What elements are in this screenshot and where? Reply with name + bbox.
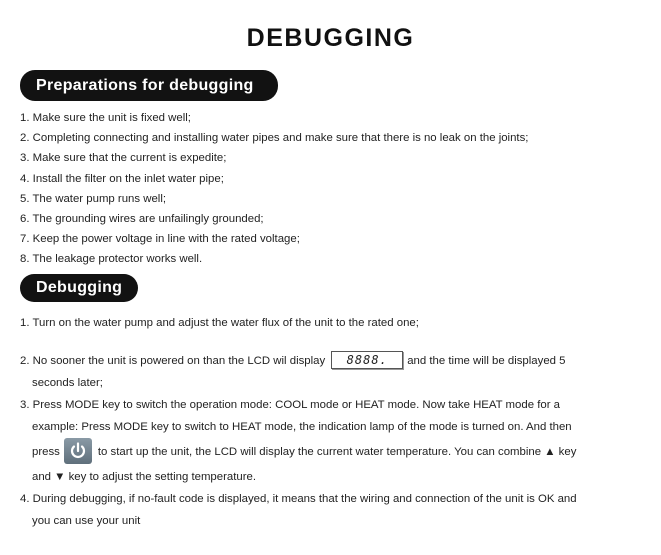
lcd-display-icon: 8888. [331, 351, 403, 369]
step-text: 1. Turn on the water pump and adjust the water flux of the unit to the rated one; [20, 317, 419, 329]
step-text: you can use your unit [32, 515, 141, 527]
section-heading-preparations: Preparations for debugging [20, 70, 278, 101]
preparations-list [20, 110, 651, 272]
list-item: 4. Install the filter on the inlet water pipe; [20, 172, 224, 185]
step-text: to start up the unit, the LCD will display the current water temperature. You can combine ▲ key [97, 446, 577, 459]
step-text: example: Press MODE key to switch to HEAT mode, the indication lamp of the mode is turned on. And then [32, 421, 572, 433]
step-text: 3. Press MODE key to switch the operation mode: COOL mode or HEAT mode. Now take HEAT mode for a [20, 399, 561, 411]
step-text: 4. During debugging, if no-fault code is displayed, it means that the wiring and connection of the unit is OK and [20, 493, 577, 505]
list-item: 2. Completing connecting and installing water pipes and make sure that there is no leak on the joints; [20, 132, 529, 145]
step-text: press [32, 446, 60, 459]
debugging-step-2 [20, 350, 650, 394]
list-item: 8. The leakage protector works well. [20, 253, 203, 266]
list-item: 1. Make sure the unit is fixed well; [20, 112, 191, 124]
list-item: 7. Keep the power voltage in line with the rated voltage; [20, 233, 300, 246]
step-text: 2. No sooner the unit is powered on than the LCD wil display [20, 355, 326, 367]
step-text: and the time will be displayed 5 [407, 355, 566, 367]
debugging-step-4 [20, 488, 650, 532]
step-text: seconds later; [32, 377, 103, 389]
list-item: 5. The water pump runs well; [20, 192, 167, 205]
power-button-icon [64, 438, 92, 464]
list-item: 3. Make sure that the current is expedite; [20, 152, 227, 165]
debugging-step-1 [20, 312, 650, 334]
debugging-list [20, 312, 650, 532]
list-item: 6. The grounding wires are unfailingly grounded; [20, 212, 264, 225]
step-text: and ▼ key to adjust the setting temperature. [32, 471, 257, 483]
section-heading-debugging: Debugging [20, 274, 138, 302]
page-title: DEBUGGING [246, 24, 415, 52]
debugging-step-3 [20, 394, 650, 488]
step-text-line [20, 438, 650, 466]
